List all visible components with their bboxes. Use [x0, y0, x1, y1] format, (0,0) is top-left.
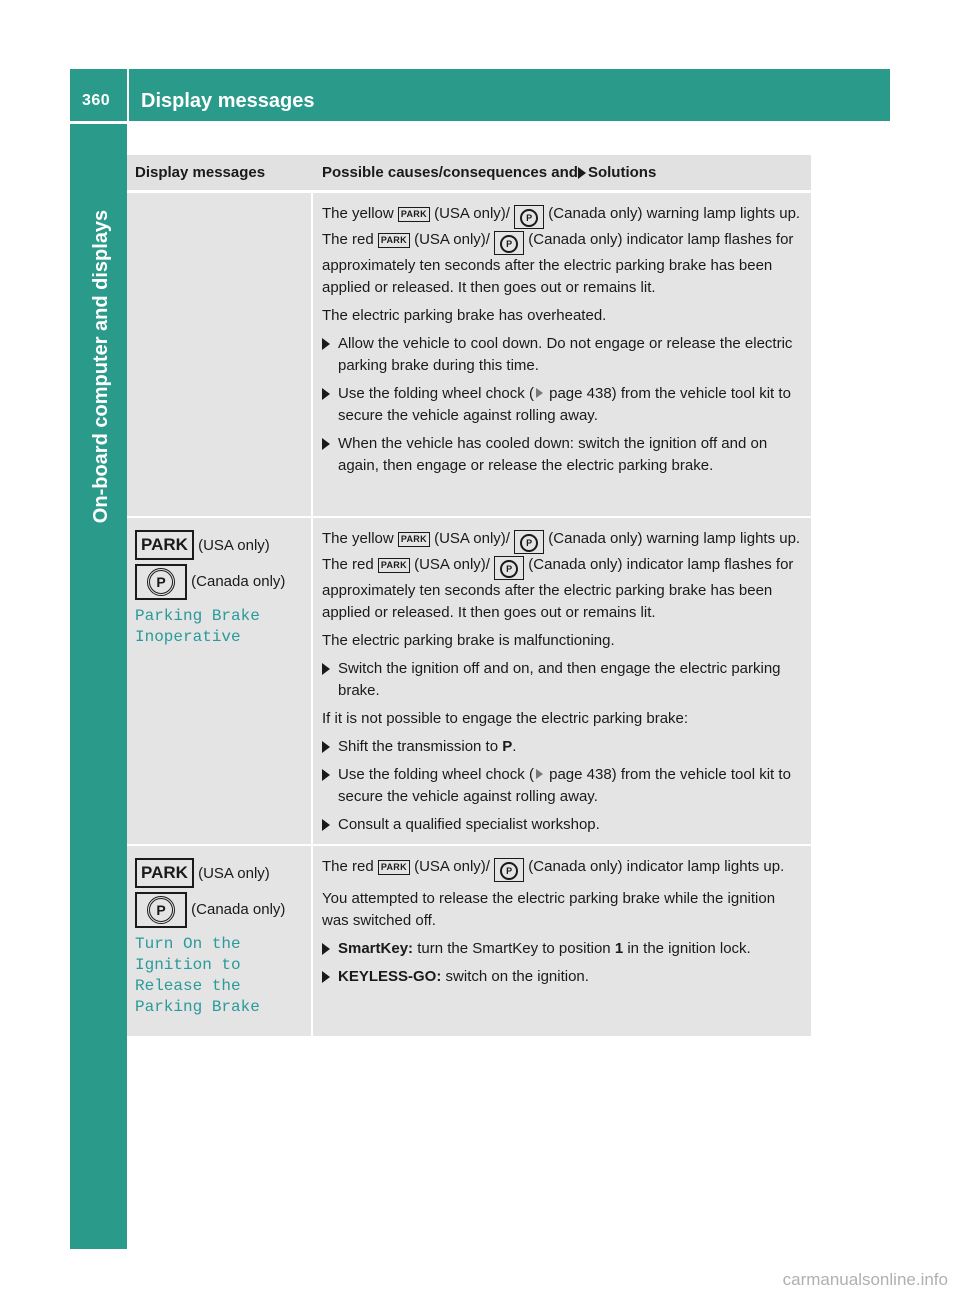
list-item: KEYLESS-GO: switch on the ignition. [322, 966, 803, 988]
solution-cell [313, 518, 811, 844]
solution-cell [313, 846, 811, 1036]
display-message-cell [127, 193, 313, 516]
parking-brake-icon: P [514, 205, 544, 229]
park-icon: PARK [378, 860, 410, 875]
paragraph: The red PARK (USA only)/ P (Canada only) indicator lamp lights up. [322, 856, 803, 882]
table-row [127, 191, 811, 516]
park-icon: PARK [378, 558, 410, 573]
display-message-cell [127, 846, 313, 1036]
paragraph [322, 203, 803, 299]
message-text: Release the [135, 977, 241, 995]
parking-brake-icon: P [494, 556, 524, 580]
list-item: Use the folding wheel chock ( page 438) from the vehicle tool kit to secure the vehicle against rolling away. [322, 764, 803, 808]
display-messages-table [127, 155, 811, 1036]
list-item: Allow the vehicle to cool down. Do not engage or release the electric parking brake during this time. [322, 333, 803, 377]
arrow-icon [578, 167, 586, 179]
lamp-line [135, 530, 303, 560]
side-tab-label: On-board computer and displays [90, 209, 113, 523]
arrow-icon [322, 388, 330, 400]
arrow-icon [322, 943, 330, 955]
list-item: Switch the ignition off and on, and then engage the electric parking brake. [322, 658, 803, 702]
table-row [127, 844, 811, 1036]
list-item: SmartKey: turn the SmartKey to position 1 in the ignition lock. [322, 938, 803, 960]
page-title: Display messages [141, 90, 315, 112]
solution-cell [313, 193, 811, 516]
park-lamp-icon: PARK [135, 530, 194, 560]
message-text: Parking Brake [135, 998, 260, 1016]
arrow-icon [322, 971, 330, 983]
list-item: Use the folding wheel chock ( page 438) from the vehicle tool kit to secure the vehicle against rolling away. [322, 383, 803, 427]
col-header-causes-post: Solutions [587, 164, 657, 181]
usa-label: (USA only) [198, 537, 270, 554]
park-icon: PARK [398, 532, 430, 547]
park-icon: PARK [378, 233, 410, 248]
arrow-icon [322, 741, 330, 753]
paragraph: The yellow PARK (USA only)/ P (Canada only) warning lamp lights up. The red PARK (USA only)/ P (Canada only) indicator lamp flashes for approximately ten seconds after the electric parking brake has been applied or released. It then goes out or remains lit. [322, 530, 801, 621]
park-icon: PARK [398, 207, 430, 222]
message-text: Turn On the [135, 935, 241, 953]
display-message-cell [127, 518, 313, 844]
paragraph: If it is not possible to engage the electric parking brake: [322, 710, 689, 727]
page-ref-icon [536, 388, 543, 398]
park-lamp-icon: PARK [135, 858, 194, 888]
col-header-causes-pre: Possible causes/consequences and [322, 164, 578, 181]
page-number: 360 [82, 92, 111, 109]
parking-brake-lamp-icon: P [135, 564, 187, 600]
list-item: Shift the transmission to P. [322, 736, 803, 758]
text: (Canada only) indicator lamp flashes for approximately ten seconds after the electric parking brake has been applied or released. It then goes out or remains lit. [322, 231, 794, 296]
parking-brake-icon: P [494, 858, 524, 882]
paragraph: The electric parking brake has overheated. [322, 307, 607, 324]
side-tab-label-wrap [87, 124, 117, 608]
paragraph: You attempted to release the electric parking brake while the ignition was switched off. [322, 890, 776, 929]
arrow-icon [322, 663, 330, 675]
page-ref-icon [536, 769, 543, 779]
lamp-line [135, 564, 303, 600]
canada-label: (Canada only) [191, 572, 286, 590]
arrow-icon [322, 769, 330, 781]
parking-brake-lamp-icon: P [135, 892, 187, 928]
message-text: Ignition to [135, 956, 241, 974]
message-text: Inoperative [135, 628, 241, 646]
table-row [127, 516, 811, 844]
canada-label: (Canada only) [191, 900, 286, 918]
header-divider [127, 69, 129, 121]
table-header [127, 155, 811, 191]
arrow-icon [322, 819, 330, 831]
usa-label: (USA only) [198, 865, 270, 882]
text: (USA only)/ [429, 205, 515, 222]
col-header-display-messages: Display messages [135, 164, 266, 181]
text: The yellow [322, 205, 398, 222]
list-item: Consult a qualified specialist workshop. [322, 814, 803, 836]
lamp-line [135, 892, 303, 928]
col-header-causes [313, 155, 811, 190]
paragraph: The electric parking brake is malfunctioning. [322, 632, 615, 649]
list-item: When the vehicle has cooled down: switch the ignition off and on again, then engage or release the electric parking brake. [322, 433, 803, 477]
parking-brake-icon: P [494, 231, 524, 255]
parking-brake-icon: P [514, 530, 544, 554]
lamp-line [135, 858, 303, 888]
text: (Canada only) warning lamp lights up. The red [322, 205, 801, 248]
arrow-icon [322, 438, 330, 450]
watermark: carmanualsonline.info [782, 1270, 948, 1289]
arrow-icon [322, 338, 330, 350]
message-text: Parking Brake [135, 607, 260, 625]
text: (USA only)/ [409, 231, 495, 248]
